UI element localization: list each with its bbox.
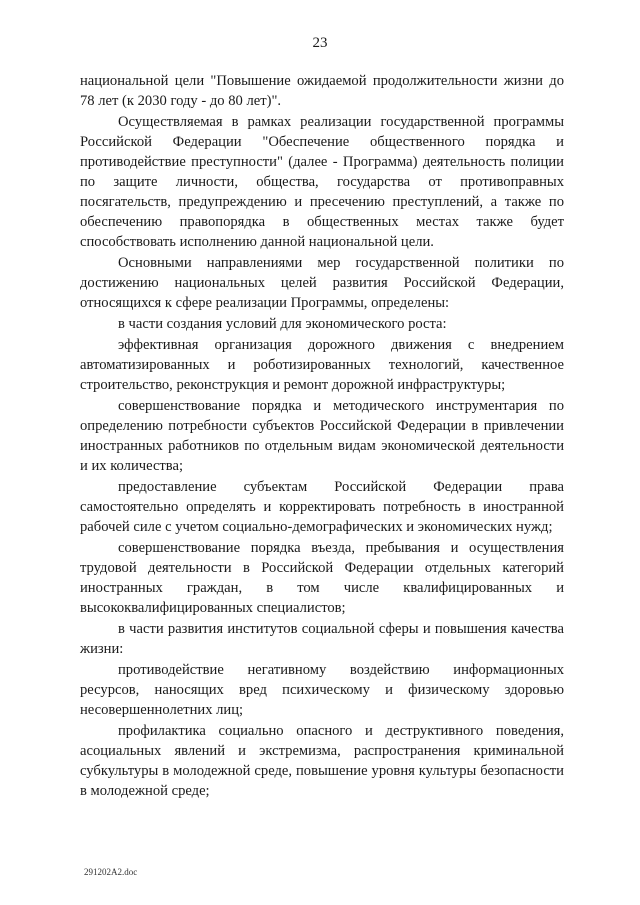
paragraph-2: Осуществляемая в рамках реализации государственной программы Российской Федерации "Обеспечение общественного порядка и противодействие преступности" (далее - Программа) деятельность полиции по защите личности, общества, государства от противоправных посягательств, предупреждению и пресечению преступлений, а также по обеспечению правопорядка в общественных местах также будет способствовать исполнению данной национальной цели. xyxy=(80,114,564,250)
paragraph-3: Основными направлениями мер государственной политики по достижению национальных целей развития Российской Федерации, относящихся к сфере реализации Программы, определены: xyxy=(80,255,564,311)
paragraph-10: противодействие негативному воздействию информационных ресурсов, наносящих вред психическому и физическому здоровью несовершеннолетних лиц; xyxy=(80,662,564,718)
paragraph-11: профилактика социально опасного и деструктивного поведения, асоциальных явлений и экстремизма, распространения криминальной субкультуры в молодежной среде, повышение уровня культуры безопасности в молодежной среде; xyxy=(80,723,564,799)
page-number: 23 xyxy=(312,35,328,51)
paragraph-8: совершенствование порядка въезда, пребывания и осуществления трудовой деятельности в Российской Федерации отдельных категорий иностранных граждан, в том числе квалифицированных и высококвалифицированных специалистов; xyxy=(80,540,564,616)
paragraph-4: в части создания условий для экономического роста: xyxy=(118,316,447,332)
paragraph-5: эффективная организация дорожного движения с внедрением автоматизированных и роботизированных технологий, качественное строительство, реконструкция и ремонт дорожной инфраструктуры; xyxy=(80,337,564,393)
footer-document-code: 291202A2.doc xyxy=(84,867,138,877)
paragraph-6: совершенствование порядка и методического инструментария по определению потребности субъектов Российской Федерации в привлечении иностранных работников по отдельным видам экономической деятельности и их количества; xyxy=(80,398,564,474)
paragraph-1: национальной цели "Повышение ожидаемой продолжительности жизни до 78 лет (к 2030 году - до 80 лет)". xyxy=(80,73,564,109)
body-text xyxy=(80,71,564,802)
paragraph-9: в части развития институтов социальной сферы и повышения качества жизни: xyxy=(80,621,564,657)
paragraph-7: предоставление субъектам Российской Федерации права самостоятельно определять и корректировать потребность в иностранной рабочей силе с учетом социально-демографических и экономических нужд; xyxy=(80,479,564,535)
